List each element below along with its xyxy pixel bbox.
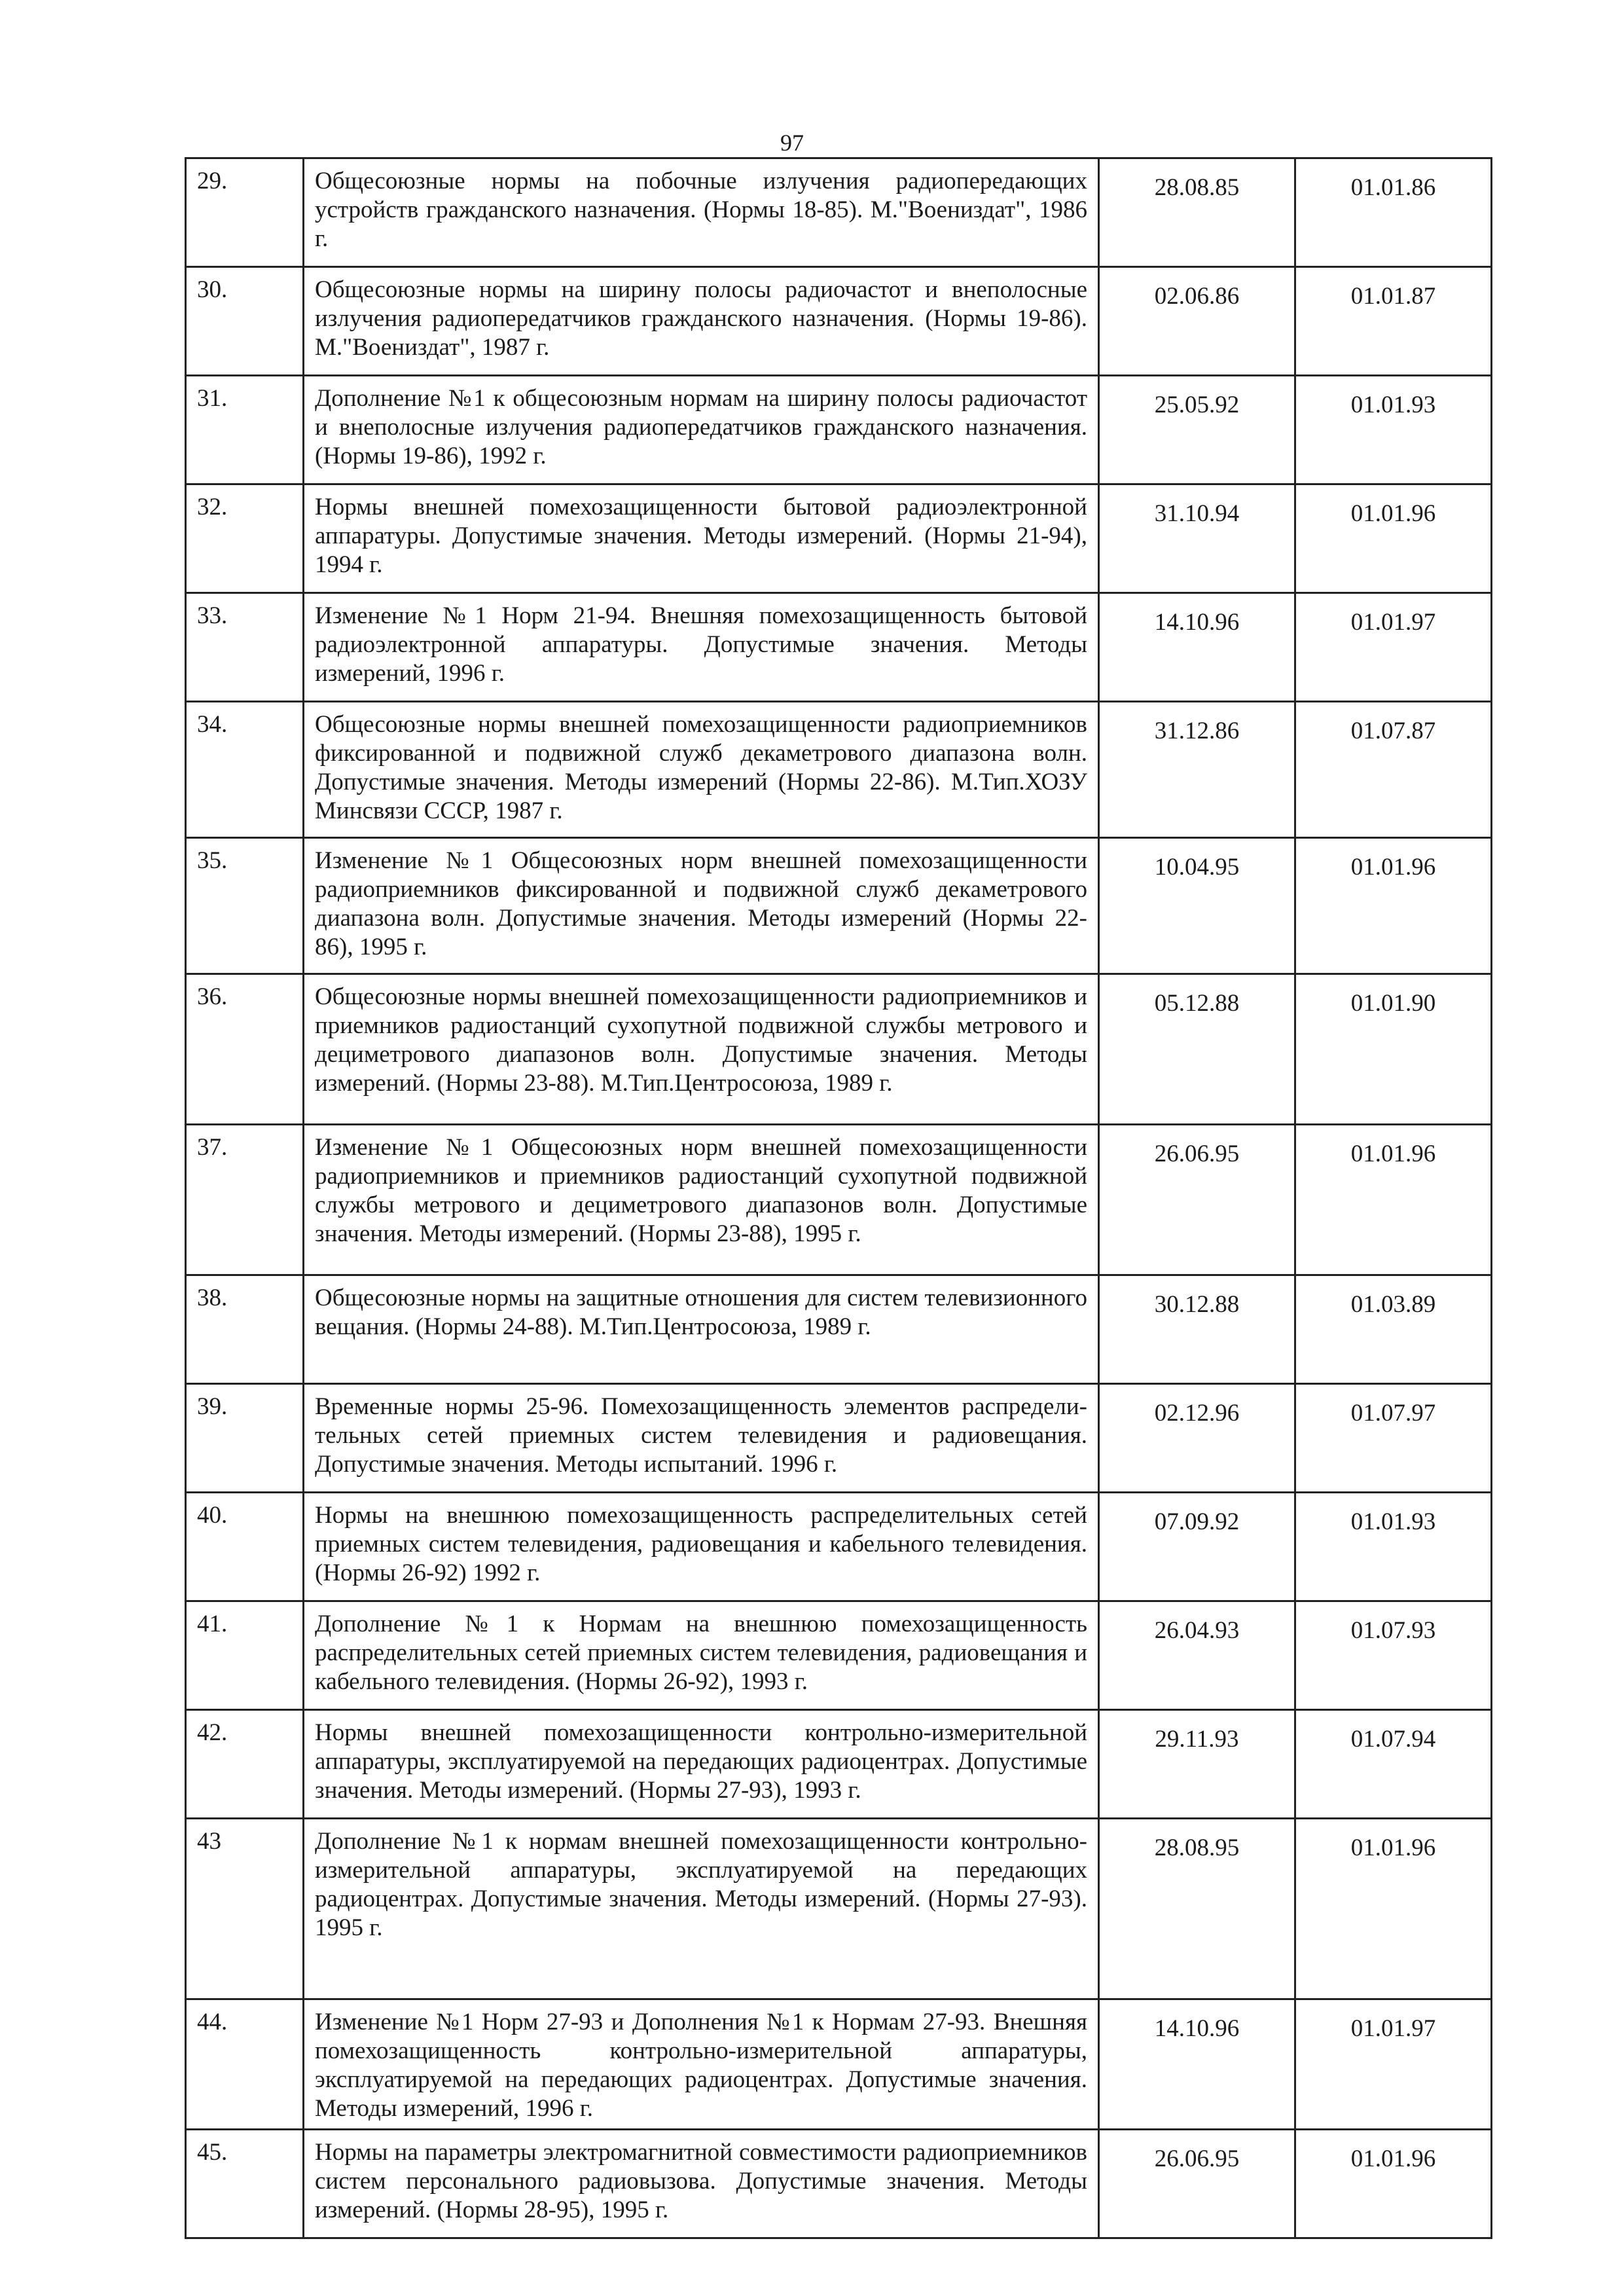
norm-title-cell (304, 593, 1099, 702)
effective-date-cell (1295, 1384, 1492, 1493)
effective-date-cell (1295, 1125, 1492, 1275)
table-row (186, 1601, 1492, 1710)
table-row (186, 267, 1492, 376)
norm-title: Нормы на внешнюю помехозащищенность распределительных сетей приемных систем телевидения, радиовещания и кабельного телевидения. (Нормы 26-92) 1992 г. (315, 1502, 1087, 1586)
norm-title: Изменение №1 Общесоюзных норм внешней помехозащищенности радиоприемников и приемников радиостанций сухопутной подвижной службы метрового и дециметрового диапазонов волн. Допустимые значения. Методы измерений. (Нормы 23-88), 1995 г. (315, 1134, 1087, 1247)
effective-date: 01.07.94 (1350, 1726, 1436, 1753)
effective-date-cell (1295, 267, 1492, 376)
norm-title-cell (304, 974, 1099, 1125)
approval-date-cell (1099, 838, 1295, 974)
approval-date: 07.09.92 (1154, 1508, 1240, 1535)
table-row (186, 158, 1492, 267)
page-number: 97 (780, 130, 804, 156)
approval-date: 31.12.86 (1154, 718, 1240, 744)
norm-title: Дополнение №1 к Нормам на внешнюю помехозащищенность распределительных сетей приемных систем телевидения, радиовещания и кабельного телевидения. (Нормы 26-92), 1993 г. (315, 1611, 1087, 1695)
norm-title-cell (304, 267, 1099, 376)
approval-date: 05.12.88 (1154, 990, 1240, 1017)
row-number-cell (186, 1819, 304, 1999)
norm-title: Нормы внешней помехозащищенности бытовой радиоэлектронной аппаратуры. Допустимые значения. Методы измерений. (Нормы 21-94), 1994 г. (315, 494, 1087, 578)
row-number: 42. (197, 1719, 228, 1746)
row-number-cell (186, 2130, 304, 2238)
row-number-cell (186, 1601, 304, 1710)
approval-date: 28.08.95 (1154, 1834, 1240, 1861)
approval-date-cell (1099, 974, 1295, 1125)
norm-title-cell (304, 158, 1099, 267)
row-number: 43 (197, 1828, 221, 1855)
approval-date-cell (1099, 1710, 1295, 1819)
row-number: 32. (197, 494, 228, 520)
norms-table-body (186, 158, 1492, 2238)
approval-date-cell (1099, 1275, 1295, 1384)
effective-date: 01.01.86 (1350, 174, 1436, 201)
norm-title-cell (304, 1710, 1099, 1819)
norm-title: Временные нормы 25-96. Помехозащищенность элементов распредели-тельных сетей приемных систем телевидения и радиовещания. Допустимые значения. Методы испытаний. 1996 г. (315, 1393, 1087, 1478)
effective-date-cell (1295, 1493, 1492, 1601)
row-number-cell (186, 974, 304, 1125)
effective-date: 01.01.96 (1350, 1140, 1436, 1167)
effective-date: 01.01.96 (1350, 1834, 1436, 1861)
norm-title-cell (304, 376, 1099, 484)
row-number: 29. (197, 168, 228, 194)
norm-title: Общесоюзные нормы на побочные излучения радиопередающих устройств гражданского назначения. (Нормы 18-85). М."Воениздат", 1986 г. (315, 168, 1087, 252)
row-number-cell (186, 376, 304, 484)
effective-date-cell (1295, 593, 1492, 702)
norm-title-cell (304, 702, 1099, 838)
approval-date: 31.10.94 (1154, 500, 1240, 527)
approval-date: 26.04.93 (1154, 1617, 1240, 1644)
norm-title-cell (304, 484, 1099, 593)
table-row (186, 1275, 1492, 1384)
approval-date: 14.10.96 (1154, 609, 1240, 636)
effective-date: 01.01.87 (1350, 283, 1436, 310)
approval-date: 10.04.95 (1154, 854, 1240, 881)
approval-date-cell (1099, 484, 1295, 593)
effective-date: 01.01.96 (1350, 854, 1436, 881)
norm-title-cell (304, 1275, 1099, 1384)
norm-title: Общесоюзные нормы внешней помехозащищенности радиоприемников фиксированной и подвижной служб декаметрового диапазона волн. Допустимые значения. Методы измерений (Нормы 22-86). М.Тип.ХОЗУ Минсвязи СССР, 1987 г. (315, 711, 1087, 824)
norm-title-cell (304, 2130, 1099, 2238)
table-row (186, 2130, 1492, 2238)
effective-date: 01.07.97 (1350, 1400, 1436, 1427)
row-number-cell (186, 484, 304, 593)
effective-date-cell (1295, 974, 1492, 1125)
norm-title-cell (304, 1125, 1099, 1275)
row-number: 36. (197, 983, 228, 1010)
row-number: 39. (197, 1393, 228, 1420)
row-number-cell (186, 702, 304, 838)
row-number: 33. (197, 602, 228, 629)
row-number: 45. (197, 2139, 228, 2166)
effective-date: 01.01.97 (1350, 609, 1436, 636)
table-row (186, 974, 1492, 1125)
approval-date-cell (1099, 376, 1295, 484)
effective-date: 01.07.87 (1350, 718, 1436, 744)
norm-title: Общесоюзные нормы внешней помехозащищенности радиоприемников и приемников радиостанций сухопутной подвижной службы метрового и дециметрового диапазонов волн. Допустимые значения. Методы измерений. (Нормы 23-88). М.Тип.Центросоюза, 1989 г. (315, 983, 1087, 1097)
approval-date-cell (1099, 267, 1295, 376)
approval-date: 26.06.95 (1154, 1140, 1240, 1167)
row-number-cell (186, 158, 304, 267)
effective-date-cell (1295, 484, 1492, 593)
effective-date-cell (1295, 1275, 1492, 1384)
approval-date: 14.10.96 (1154, 2015, 1240, 2042)
table-row (186, 1999, 1492, 2130)
row-number-cell (186, 1384, 304, 1493)
row-number-cell (186, 1710, 304, 1819)
row-number: 31. (197, 385, 228, 412)
approval-date: 02.12.96 (1154, 1400, 1240, 1427)
row-number-cell (186, 1125, 304, 1275)
table-row (186, 484, 1492, 593)
approval-date-cell (1099, 1384, 1295, 1493)
effective-date-cell (1295, 1999, 1492, 2130)
row-number-cell (186, 838, 304, 974)
effective-date-cell (1295, 1819, 1492, 1999)
row-number-cell (186, 593, 304, 702)
table-row (186, 838, 1492, 974)
approval-date-cell (1099, 2130, 1295, 2238)
approval-date-cell (1099, 158, 1295, 267)
effective-date: 01.07.93 (1350, 1617, 1436, 1644)
norm-title: Дополнение №1 к общесоюзным нормам на ширину полосы радиочастот и внеполосные излучения радиопередатчиков гражданского назначения. (Нормы 19-86), 1992 г. (315, 385, 1087, 469)
effective-date: 01.01.90 (1350, 990, 1436, 1017)
table-row (186, 1125, 1492, 1275)
effective-date-cell (1295, 376, 1492, 484)
effective-date: 01.01.93 (1350, 1508, 1436, 1535)
approval-date-cell (1099, 1493, 1295, 1601)
norm-title: Изменение №1 Норм 27-93 и Дополнения №1 к Нормам 27-93. Внешняя помехозащищенность контрольно-измерительной аппаратуры, эксплуатируемой на передающих радиоцентрах. Допустимые значения. Методы измерений, 1996 г. (315, 2009, 1087, 2122)
row-number: 34. (197, 711, 228, 738)
norm-title-cell (304, 1819, 1099, 1999)
row-number-cell (186, 267, 304, 376)
norm-title-cell (304, 1601, 1099, 1710)
norm-title: Нормы внешней помехозащищенности контрольно-измерительной аппаратуры, эксплуатируемой на передающих радиоцентрах. Допустимые значения. Методы измерений. (Нормы 27-93), 1993 г. (315, 1719, 1087, 1804)
approval-date-cell (1099, 1819, 1295, 1999)
approval-date: 26.06.95 (1154, 2145, 1240, 2172)
approval-date: 29.11.93 (1155, 1726, 1239, 1753)
row-number: 30. (197, 276, 228, 303)
effective-date-cell (1295, 1601, 1492, 1710)
norm-title-cell (304, 1384, 1099, 1493)
norm-title: Общесоюзные нормы на ширину полосы радиочастот и внеполосные излучения радиопередатчиков гражданского назначения. (Нормы 19-86). М."Воениздат", 1987 г. (315, 276, 1087, 361)
table-row (186, 1384, 1492, 1493)
effective-date-cell (1295, 702, 1492, 838)
row-number: 41. (197, 1611, 228, 1637)
effective-date: 01.01.96 (1350, 2145, 1436, 2172)
effective-date: 01.01.97 (1350, 2015, 1436, 2042)
effective-date: 01.03.89 (1350, 1291, 1436, 1318)
effective-date-cell (1295, 838, 1492, 974)
approval-date: 28.08.85 (1154, 174, 1240, 201)
effective-date-cell (1295, 1710, 1492, 1819)
row-number: 38. (197, 1285, 228, 1311)
table-row (186, 376, 1492, 484)
approval-date-cell (1099, 1999, 1295, 2130)
effective-date: 01.01.96 (1350, 500, 1436, 527)
approval-date-cell (1099, 1601, 1295, 1710)
norm-title: Изменение №1 Общесоюзных норм внешней помехозащищенности радиоприемников фиксированной и подвижной служб декаметрового диапазона волн. Допустимые значения. Методы измерений (Нормы 22-86), 1995 г. (315, 847, 1087, 960)
norm-title: Изменение №1 Норм 21-94. Внешняя помехозащищенность бытовой радиоэлектронной аппаратуры. Допустимые значения. Методы измерений, 1996 г. (315, 602, 1087, 687)
norm-title-cell (304, 1999, 1099, 2130)
row-number-cell (186, 1275, 304, 1384)
approval-date: 25.05.92 (1154, 392, 1240, 418)
norm-title-cell (304, 1493, 1099, 1601)
approval-date-cell (1099, 1125, 1295, 1275)
table-row (186, 702, 1492, 838)
row-number: 37. (197, 1134, 228, 1161)
norm-title: Нормы на параметры электромагнитной совместимости радиоприемников систем персонального радиовызова. Допустимые значения. Методы измерений. (Нормы 28-95), 1995 г. (315, 2139, 1087, 2223)
effective-date-cell (1295, 158, 1492, 267)
effective-date: 01.01.93 (1350, 392, 1436, 418)
norms-table (185, 157, 1492, 2239)
table-row (186, 1493, 1492, 1601)
norm-title-cell (304, 838, 1099, 974)
effective-date-cell (1295, 2130, 1492, 2238)
row-number: 35. (197, 847, 228, 874)
table-row (186, 1710, 1492, 1819)
row-number: 40. (197, 1502, 228, 1529)
approval-date: 02.06.86 (1154, 283, 1240, 310)
norm-title: Дополнение №1 к нормам внешней помехозащищенности контрольно-измерительной аппаратуры, эксплуатируемой на передающих радиоцентрах. Допустимые значения. Методы измерений. (Нормы 27-93). 1995 г. (315, 1828, 1087, 1941)
row-number: 44. (197, 2009, 228, 2035)
approval-date-cell (1099, 593, 1295, 702)
row-number-cell (186, 1493, 304, 1601)
approval-date: 30.12.88 (1154, 1291, 1240, 1318)
row-number-cell (186, 1999, 304, 2130)
table-row (186, 593, 1492, 702)
approval-date-cell (1099, 702, 1295, 838)
norm-title: Общесоюзные нормы на защитные отношения для систем телевизионного вещания. (Нормы 24-88). М.Тип.Центросоюза, 1989 г. (315, 1285, 1087, 1340)
table-row (186, 1819, 1492, 1999)
